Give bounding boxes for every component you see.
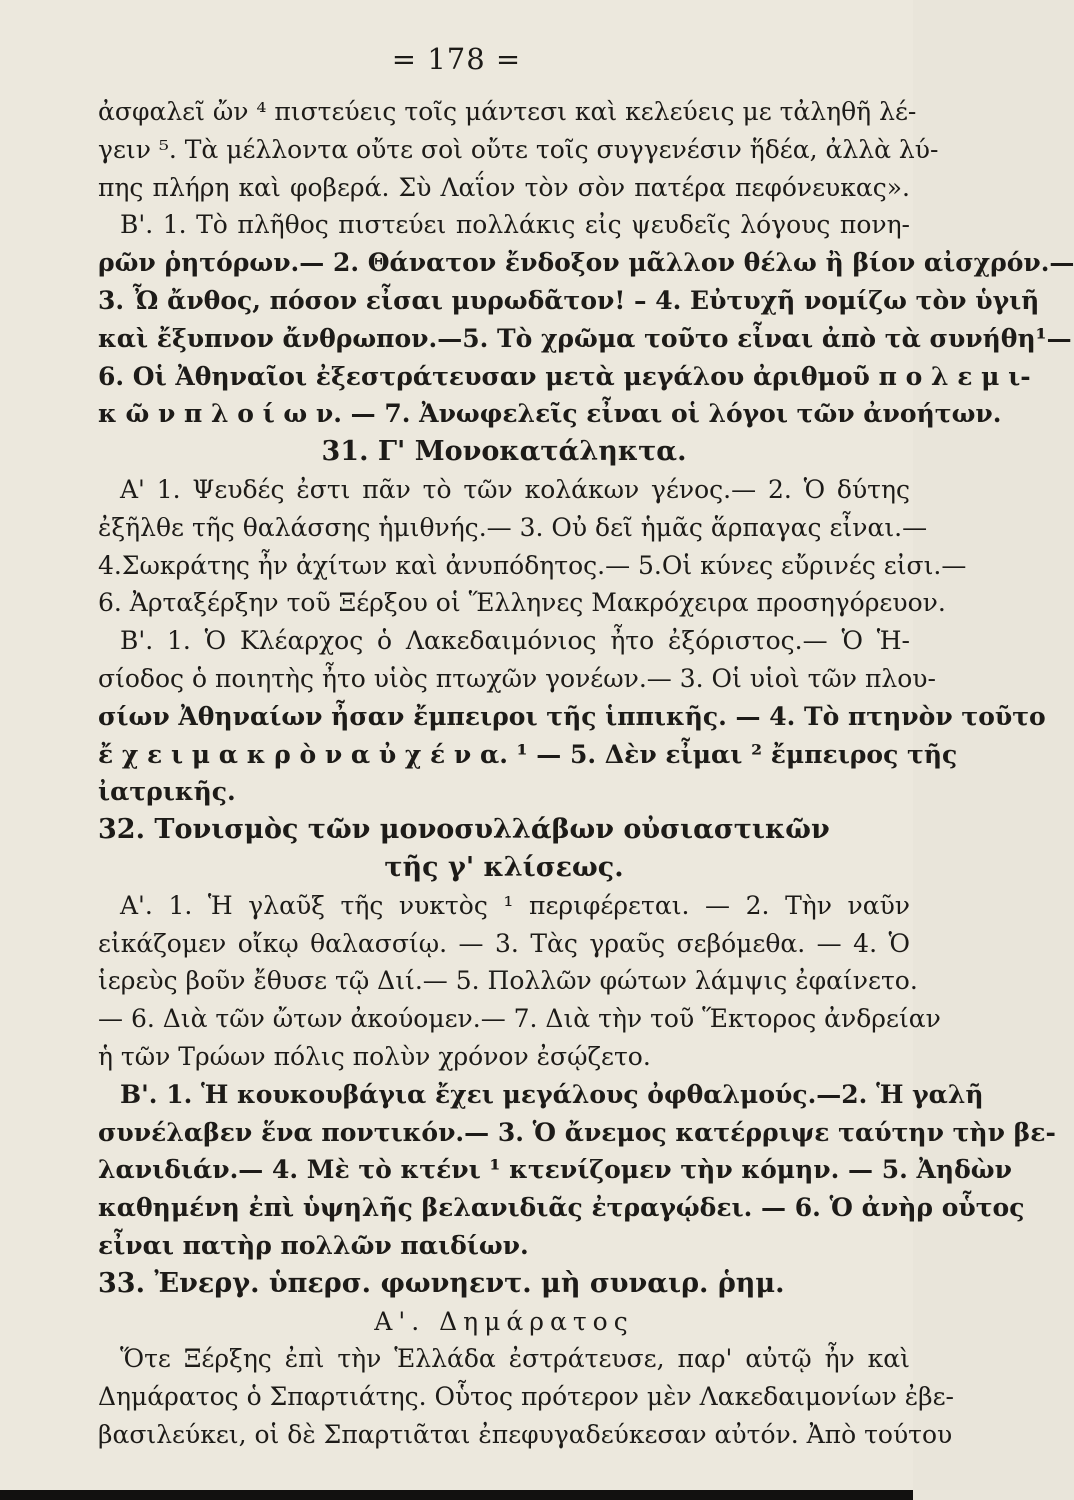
text-line: Β'. 1. Τὸ πλῆθος πιστεύει πολλάκις εἰς ψευδεῖς λόγους πονη- xyxy=(120,210,910,240)
text-line: 4.Σωκράτης ἦν ἀχίτων καὶ ἀνυπόδητος.— 5.Οἱ κύνες εὔρινές εἰσι.— xyxy=(98,550,967,580)
text-line: εἰκάζομεν οἴκῳ θαλασσίῳ. — 3. Τὰς γραῦς σεβόμεθα. — 4. Ὁ xyxy=(98,928,910,958)
text-line: λανιδιάν.— 4. Μὲ τὸ κτένι ¹ κτενίζομεν τὴν κόμην. — 5. Ἀηδὼν xyxy=(98,1155,1012,1185)
subheading: Α'. Δημάρατος xyxy=(374,1306,634,1336)
text-line: εἶναι πατὴρ πολλῶν παιδίων. xyxy=(98,1230,529,1260)
section-heading: τῆς γ' κλίσεως. xyxy=(384,851,624,883)
text-line: Β'. 1. Ὁ Κλέαρχος ὁ Λακεδαιμόνιος ἦτο ἐξόριστος.— Ὁ Ἡ- xyxy=(120,626,910,656)
bottom-border xyxy=(0,1490,913,1500)
text-line: Ὅτε Ξέρξης ἐπὶ τὴν Ἑλλάδα ἐστράτευσε, παρ' αὐτῷ ἦν καὶ xyxy=(120,1344,910,1374)
page-body xyxy=(98,93,1074,1454)
text-line: 6. Ἀρταξέρξην τοῦ Ξέρξου οἱ Ἕλληνες Μακρόχειρα προσηγόρευον. xyxy=(98,588,946,618)
page-number: = 178 = xyxy=(391,42,522,76)
text-line: ἱερεὺς βοῦν ἔθυσε τῷ Διί.— 5. Πολλῶν φώτων λάμψις ἐφαίνετο. xyxy=(98,966,918,996)
text-line: Β'. 1. Ἡ κουκουβάγια ἔχει μεγάλους ὀφθαλμούς.—2. Ἡ γαλῆ xyxy=(120,1079,984,1109)
text-line: καθημένη ἐπὶ ὑψηλῆς βελανιδιᾶς ἐτραγῴδει. — 6. Ὁ ἀνὴρ οὗτος xyxy=(98,1193,1025,1223)
text-line: συνέλαβεν ἕνα ποντικόν.— 3. Ὁ ἄνεμος κατέρριψε ταύτην τὴν βε- xyxy=(98,1117,1056,1147)
text-line: γειν ⁵. Τὰ μέλλοντα οὔτε σοὶ οὔτε τοῖς συγγενέσιν ἥδέα, ἀλλὰ λύ- xyxy=(98,134,939,164)
text-line: πης πλήρη καὶ φοβερά. Σὺ Λαΐον τὸν σὸν πατέρα πεφόνευκας». xyxy=(98,172,910,202)
text-line: Α' 1. Ψευδές ἐστι πᾶν τὸ τῶν κολάκων γένος.— 2. Ὁ δύτης xyxy=(120,474,910,504)
text-line: ἀσφαλεῖ ὤν ⁴ πιστεύεις τοῖς μάντεσι καὶ κελεύεις με τἀληθῆ λέ- xyxy=(98,97,917,126)
text-line: ἐξῆλθε τῆς θαλάσσης ἡμιθνής.— 3. Οὐ δεῖ ἡμᾶς ἅρπαγας εἶναι.— xyxy=(98,512,928,542)
text-line: 6. Οἱ Ἀθηναῖοι ἐξεστράτευσαν μετὰ μεγάλου ἀριθμοῦ π ο λ ε μ ι- xyxy=(98,361,1031,391)
text-line: καὶ ἔξυπνον ἄνθρωπον.—5. Τὸ χρῶμα τοῦτο εἶναι ἀπὸ τὰ συνήθη¹— xyxy=(98,323,1072,353)
section-heading: 33. Ἐνεργ. ὑπερσ. φωνηεντ. μὴ συναιρ. ῥημ. xyxy=(98,1267,785,1299)
text-line: ρῶν ῥητόρων.— 2. Θάνατον ἔνδοξον μᾶλλον θέλω ἢ βίον αἰσχρόν.— xyxy=(98,248,1074,278)
text-line: Δημάρατος ὁ Σπαρτιάτης. Οὗτος πρότερον μὲν Λακεδαιμονίων ἐβε- xyxy=(98,1382,955,1412)
section-heading: 31. Γ' Μονοκατάληκτα. xyxy=(321,436,687,468)
text-line: Α'. 1. Ἡ γλαῦξ τῆς νυκτὸς ¹ περιφέρεται. — 2. Τὴν ναῦν xyxy=(120,890,910,920)
text-line: σίοδος ὁ ποιητὴς ἦτο υἱὸς πτωχῶν γονέων.— 3. Οἱ υἱοὶ τῶν πλου- xyxy=(98,663,936,693)
text-line: — 6. Διὰ τῶν ὤτων ἀκούομεν.— 7. Διὰ τὴν τοῦ Ἕκτορος ἀνδρείαν xyxy=(98,1004,941,1034)
text-line: 3. Ὦ ἄνθος, πόσον εἶσαι μυρωδᾶτον! – 4. Εὐτυχῆ νομίζω τὸν ὑγιῆ xyxy=(98,285,1040,315)
text-line: ἡ τῶν Τρώων πόλις πολὺν χρόνον ἐσῴζετο. xyxy=(98,1041,651,1071)
text-line: σίων Ἀθηναίων ἦσαν ἔμπειροι τῆς ἱππικῆς. — 4. Τὸ πτηνὸν τοῦτο xyxy=(98,701,1046,731)
section-heading: 32. Τονισμὸς τῶν μονοσυλλάβων οὐσιαστικῶν xyxy=(98,814,830,846)
text-line: κ ῶ ν π λ ο ί ω ν. — 7. Ἀνωφελεῖς εἶναι οἱ λόγοι τῶν ἀνοήτων. xyxy=(98,399,1002,429)
text-line: ἰατρικῆς. xyxy=(98,777,236,807)
text-line: βασιλεύκει, οἱ δὲ Σπαρτιᾶται ἐπεφυγαδεύκεσαν αὐτόν. Ἀπὸ τούτου xyxy=(98,1419,953,1449)
text-line: ἔ χ ε ι μ α κ ρ ὸ ν α ὐ χ έ ν α. ¹ — 5. Δὲν εἶμαι ² ἔμπειρος τῆς xyxy=(98,739,958,769)
